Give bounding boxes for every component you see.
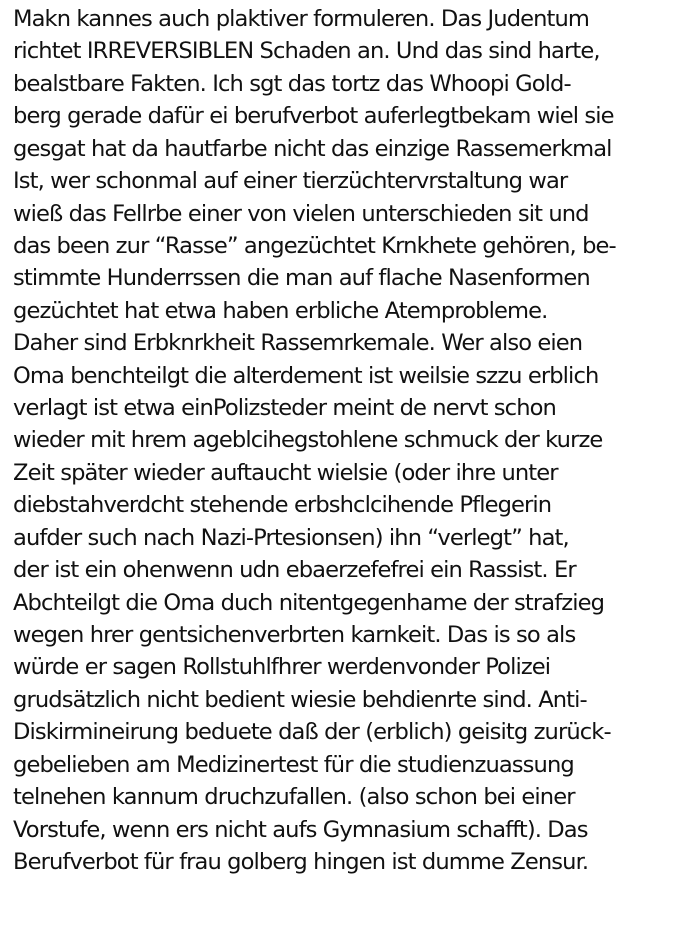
text-line: Zeit später wieder auftaucht wielsie (oder ihre unter <box>13 459 558 486</box>
text-line: der ist ein ohenwenn udn ebaerzefefrei ein Rassist. Er <box>13 557 576 584</box>
text-line: Diskirmineirung beduete daß der (erblich) geisitg zurück- <box>13 719 611 746</box>
text-line: aufder such nach Nazi-Prtesionsen) ihn “verlegt” hat, <box>13 524 569 551</box>
text-line: telnehen kannum druchzufallen. (also schon bei einer <box>13 784 575 811</box>
text-line: Ist, wer schonmal auf einer tierzüchtervrstaltung war <box>13 168 568 195</box>
text-line: gesgat hat da hautfarbe nicht das einzige Rassemerkmal <box>13 135 612 162</box>
text-line: wieß das Fellrbe einer von vielen unterschieden sit und <box>13 200 589 227</box>
text-line: Daher sind Erbknrkheit Rassemrkemale. Wer also eien <box>13 330 583 357</box>
text-line: Vorstufe, wenn ers nicht aufs Gymnasium schafft). Das <box>13 816 588 843</box>
text-line: Oma benchteilgt die alterdement ist weilsie szzu erblich <box>13 362 599 389</box>
body-text <box>13 3 679 878</box>
text-line: gezüchtet hat etwa haben erbliche Atemprobleme. <box>13 297 548 324</box>
text-line: wegen hrer gentsichenverbrten karnkeit. Das is so als <box>13 622 576 649</box>
text-line: stimmte Hunderrssen die man auf flache Nasenformen <box>13 265 590 292</box>
text-line: richtet IRREVERSIBLEN Schaden an. Und das sind harte, <box>13 38 600 65</box>
text-line: würde er sagen Rollstuhlfhrer werdenvonder Polizei <box>13 654 551 681</box>
text-line: wieder mit hrem ageblcihegstohlene schmuck der kurze <box>13 427 603 454</box>
text-line: Berufverbot für frau golberg hingen ist dumme Zensur. <box>13 848 589 875</box>
text-line: bealstbare Fakten. Ich sgt das tortz das Whoopi Gold- <box>13 70 571 97</box>
text-line: verlagt ist etwa einPolizsteder meint de nervt schon <box>13 395 556 422</box>
text-line: berg gerade dafür ei berufverbot auferlegtbekam wiel sie <box>13 103 614 130</box>
text-line: gebelieben am Medizinertest für die studienzuassung <box>13 751 574 778</box>
text-line: diebstahverdcht stehende erbshclcihende Pflegerin <box>13 492 552 519</box>
text-line: Makn kannes auch plaktiver formuleren. Das Judentum <box>13 6 590 32</box>
text-line: Abchteilgt die Oma duch nitentgegenhame der strafzieg <box>13 589 605 616</box>
text-line: grudsätzlich nicht bedient wiesie behdienrte sind. Anti- <box>13 686 587 713</box>
text-line: das been zur “Rasse” angezüchtet Krnkhete gehören, be- <box>13 232 616 259</box>
